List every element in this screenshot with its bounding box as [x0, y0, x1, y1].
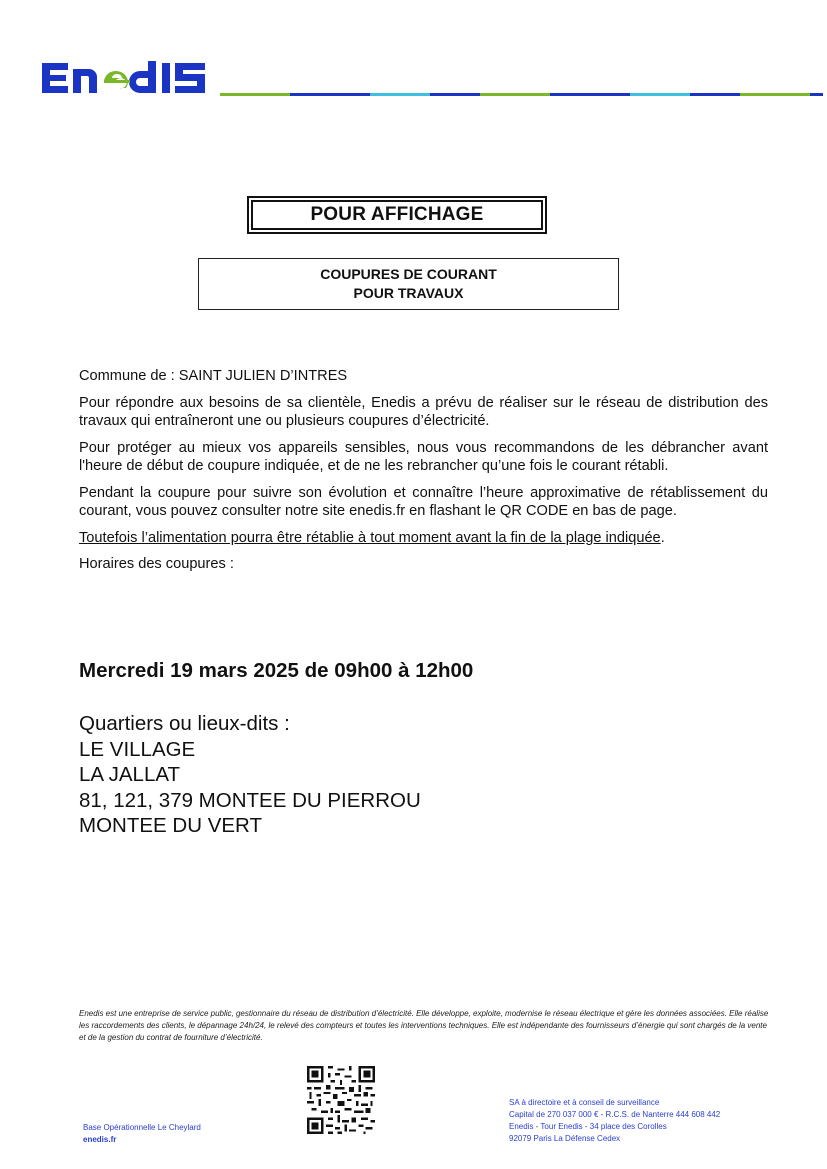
- paragraph-4-end: .: [660, 529, 665, 546]
- quartier-item: 81, 121, 379 MONTEE DU PIERROU: [79, 788, 421, 812]
- footer-capital: Capital de 270 037 000 € - R.C.S. de Nanterre 444 608 442: [509, 1110, 721, 1119]
- footer-right: [509, 1097, 720, 1145]
- coupures-line2: POUR TRAVAUX: [353, 285, 464, 301]
- footer-address-2: 92079 Paris La Défense Cedex: [509, 1134, 621, 1143]
- affichage-title: POUR AFFICHAGE: [251, 200, 543, 230]
- enedis-logo: [40, 57, 216, 99]
- horaires-label: Horaires des coupures :: [79, 556, 234, 572]
- quartier-item: LA JALLAT: [79, 763, 181, 786]
- qr-code-icon[interactable]: [307, 1066, 375, 1134]
- quartier-item: LE VILLAGE: [79, 737, 196, 761]
- coupures-line1: COUPURES DE COURANT: [320, 266, 497, 282]
- quartier-item: MONTEE DU VERT: [79, 814, 262, 837]
- paragraph-3: Pendant la coupure pour suivre son évolution et connaître l’heure approximative de rétablissement du courant, vous pouvez consulter notre site enedis.fr en flashant le QR CODE en bas de page.: [79, 484, 768, 519]
- footer-address-1: Enedis - Tour Enedis - 34 place des Corolles: [509, 1122, 667, 1131]
- footer-company-type: SA à directoire et à conseil de surveillance: [509, 1098, 660, 1107]
- notice-body: [79, 367, 768, 582]
- paragraph-2: Pour protéger au mieux vos appareils sensibles, nous vous recommandons de les débrancher avant l'heure de début de coupure indiquée, et de ne les rebrancher qu’une fois le courant rétabli.: [79, 439, 768, 474]
- affichage-box: [247, 196, 547, 234]
- footer-left: [83, 1122, 201, 1146]
- header-rule: [220, 93, 823, 96]
- enedis-link[interactable]: enedis.fr: [83, 1135, 117, 1144]
- base-operationnelle: Base Opérationnelle Le Cheylard: [83, 1123, 201, 1132]
- legal-notice: Enedis est une entreprise de service public, gestionnaire du réseau de distribution d’électricité. Elle développe, exploite, modernise le réseau électrique et gère les données associées. Elle réalise les raccordements des clients, le dépannage 24h/24, le relevé des compteurs et toutes les interventions techniques. Elle est indépendante des fournisseurs d’énergie qui sont chargés de la vente et de la gestion du contrat de fourniture d’électricité.: [79, 1009, 769, 1042]
- quartiers-list: [79, 711, 421, 839]
- commune-line: Commune de : SAINT JULIEN D’INTRES: [79, 368, 348, 384]
- paragraph-4-underlined: Toutefois l’alimentation pourra être rétablie à tout moment avant la fin de la plage indiquée: [79, 529, 661, 546]
- paragraph-4: [79, 529, 768, 548]
- quartiers-label: Quartiers ou lieux-dits :: [79, 712, 290, 735]
- coupures-box: [198, 258, 619, 310]
- schedule-date: Mercredi 19 mars 2025 de 09h00 à 12h00: [79, 659, 474, 682]
- paragraph-1: Pour répondre aux besoins de sa clientèle, Enedis a prévu de réaliser sur le réseau de distribution des travaux qui entraîneront une ou plusieurs coupures d’électricité.: [79, 394, 768, 429]
